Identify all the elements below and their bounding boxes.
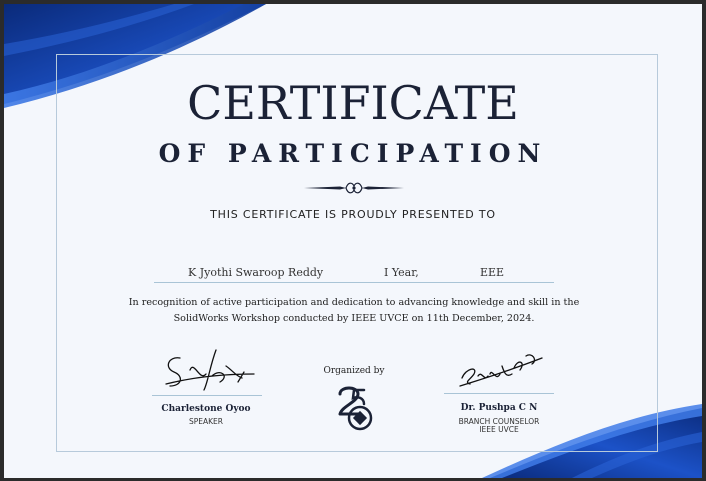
recognition-line-1: In recognition of active participation and dedication to advancing knowledge and skill in the	[128, 297, 580, 308]
certificate-title: CERTIFICATE	[187, 76, 519, 130]
speaker-name: Charlestone Oyoo	[161, 404, 251, 414]
organized-by-label: Organized by	[323, 366, 385, 376]
recipient-year: I Year,	[384, 266, 419, 279]
ieee-uvce-25-logo-icon	[334, 384, 376, 432]
recognition-text	[104, 295, 604, 327]
ornament-divider-icon	[302, 180, 406, 196]
recipient-name: K Jyothi Swaroop Reddy	[188, 266, 324, 279]
speaker-role: SPEAKER	[188, 417, 224, 426]
presented-to-line: THIS CERTIFICATE IS PROUDLY PRESENTED TO	[210, 208, 496, 221]
recipient-branch: EEE	[480, 266, 505, 279]
certificate-page	[4, 4, 702, 478]
counselor-role: BRANCH COUNSELOR	[458, 417, 540, 426]
speaker-signature-icon	[160, 346, 260, 394]
speaker-signature-line	[152, 395, 262, 396]
recipient-line	[154, 266, 554, 283]
recognition-line-2: SolidWorks Workshop conducted by IEEE UVCE on 11th December, 2024.	[173, 313, 535, 324]
certificate-subtitle: OF PARTICIPATION	[158, 139, 548, 168]
counselor-name: Dr. Pushpa C N	[460, 403, 538, 413]
counselor-signature-line	[444, 393, 554, 394]
counselor-org: IEEE UVCE	[479, 425, 519, 434]
counselor-signature-icon	[456, 348, 546, 390]
